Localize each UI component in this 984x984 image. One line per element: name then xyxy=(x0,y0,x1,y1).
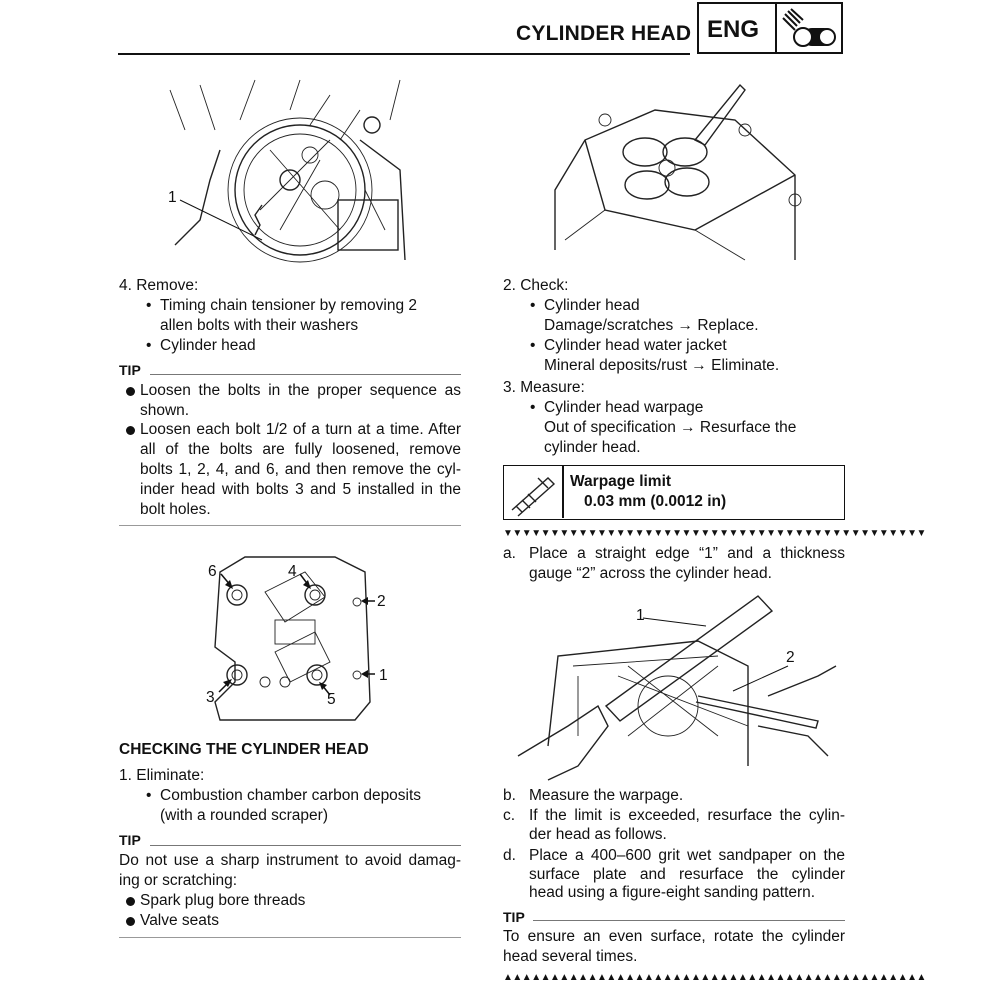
tip-rule xyxy=(533,920,845,921)
tip-line: all of the bolts are fully loosened, remove xyxy=(140,441,461,458)
bullet-dot-icon xyxy=(126,917,135,926)
spec-title: Warpage limit xyxy=(570,473,672,490)
bolt-label-3: 3 xyxy=(206,689,215,706)
tip-item: Spark plug bore threads xyxy=(140,892,306,909)
sub-c-text: If the limit is exceeded, resurface the cylin- xyxy=(529,807,845,824)
list-item: Cylinder head water jacket xyxy=(544,337,727,354)
tip-line: bolt holes. xyxy=(140,501,211,518)
bullet-dot-icon xyxy=(126,897,135,906)
sub-d-text: surface plate and resurface the cylinder xyxy=(529,866,845,883)
bolt-label-1: 1 xyxy=(379,667,388,684)
sub-c-label: c. xyxy=(503,807,516,824)
sub-b-label: b. xyxy=(503,787,516,804)
bullet-marker: • xyxy=(530,297,536,314)
bullet-marker: • xyxy=(146,297,152,314)
sub-a-text: Place a straight edge “1” and a thickness xyxy=(529,545,845,562)
sub-d-text: Place a 400–600 grit wet sandpaper on the xyxy=(529,847,845,864)
sub-c-text: der head as follows. xyxy=(529,826,667,843)
tip-line: ing or scratching: xyxy=(119,872,238,889)
step-3-label: 3. Measure: xyxy=(503,379,585,396)
tip-item: Valve seats xyxy=(140,912,219,929)
tip-line: inder head with bolts 3 and 5 installed in the xyxy=(140,481,461,498)
list-item: Combustion chamber carbon deposits xyxy=(160,787,422,804)
tip-rule xyxy=(150,374,461,375)
tip-line: bolts 1, 2, 4, and 6, and then remove the cyl- xyxy=(140,461,461,478)
bullet-marker: • xyxy=(530,399,536,416)
page-title: CYLINDER HEAD xyxy=(516,22,692,45)
sub-d-label: d. xyxy=(503,847,516,864)
bolt-label-6: 6 xyxy=(208,563,217,580)
tip-line: head several times. xyxy=(503,948,638,965)
tip-label: TIP xyxy=(119,362,141,378)
spec-divider xyxy=(562,466,564,518)
figure-callout: 1 xyxy=(168,189,177,206)
engine-gear-icon xyxy=(781,8,841,52)
bolt-label-5: 5 xyxy=(327,691,336,708)
badge-divider xyxy=(775,4,777,52)
spec-value: 0.03 mm (0.0012 in) xyxy=(584,493,727,510)
callout-leader xyxy=(178,198,268,248)
list-item-cont: allen bolts with their washers xyxy=(160,317,359,334)
section-heading: CHECKING THE CYLINDER HEAD xyxy=(119,741,369,758)
section-start-marker: ▼▼▼▼▼▼▼▼▼▼▼▼▼▼▼▼▼▼▼▼▼▼▼▼▼▼▼▼▼▼▼▼▼▼▼▼▼▼▼▼▼▼▼▼▼ xyxy=(503,528,926,539)
tip-line: Do not use a sharp instrument to avoid damag- xyxy=(119,852,461,869)
tip-line: Loosen the bolts in the proper sequence as xyxy=(140,382,461,399)
sub-d-text: head using a figure-eight sanding pattern. xyxy=(529,884,816,901)
section-badge-label: ENG xyxy=(707,16,760,43)
tip-line: To ensure an even surface, rotate the cylinder xyxy=(503,928,845,945)
list-item-cont: Out of specification → Resurface the xyxy=(544,419,797,436)
sub-a-label: a. xyxy=(503,545,516,562)
sub-a-text: gauge “2” across the cylinder head. xyxy=(529,565,772,582)
tip-line: shown. xyxy=(140,402,190,419)
figure-callout: 1 xyxy=(636,607,645,624)
bullet-dot-icon xyxy=(126,387,135,396)
figure-callout: 2 xyxy=(786,649,795,666)
bullet-dot-icon xyxy=(126,426,135,435)
section-badge xyxy=(697,2,843,54)
cylinder-head-scraper-illustration xyxy=(545,80,805,265)
tip-label: TIP xyxy=(119,832,141,848)
bolt-label-4: 4 xyxy=(288,563,297,580)
tip-label: TIP xyxy=(503,909,525,925)
list-item-cont: Mineral deposits/rust → Eliminate. xyxy=(544,357,780,374)
header-rule xyxy=(118,53,690,55)
straight-edge-illustration xyxy=(518,596,836,780)
list-item: Cylinder head xyxy=(160,337,256,354)
bullet-marker: • xyxy=(146,337,152,354)
list-item-cont: (with a rounded scraper) xyxy=(160,807,328,824)
bolt-sequence-diagram xyxy=(205,552,400,722)
tip-end-rule xyxy=(119,525,461,526)
sub-b-text: Measure the warpage. xyxy=(529,787,684,804)
step-2-label: 2. Check: xyxy=(503,277,569,294)
tip-end-rule xyxy=(119,937,461,938)
tip-line: Loosen each bolt 1/2 of a turn at a time. After xyxy=(140,421,461,438)
bullet-marker: • xyxy=(146,787,152,804)
list-item: Timing chain tensioner by removing 2 xyxy=(160,297,418,314)
step-1-label: 1. Eliminate: xyxy=(119,767,205,784)
step-4-label: 4. Remove: xyxy=(119,277,199,294)
list-item-cont: cylinder head. xyxy=(544,439,641,456)
list-item: Cylinder head xyxy=(544,297,640,314)
section-end-marker: ▲▲▲▲▲▲▲▲▲▲▲▲▲▲▲▲▲▲▲▲▲▲▲▲▲▲▲▲▲▲▲▲▲▲▲▲▲▲▲▲▲▲▲▲▲ xyxy=(503,972,926,983)
list-item-cont: Damage/scratches → Replace. xyxy=(544,317,759,334)
list-item: Cylinder head warpage xyxy=(544,399,704,416)
caliper-icon xyxy=(508,470,560,516)
tip-rule xyxy=(150,845,461,846)
spec-box xyxy=(503,465,845,520)
bolt-label-2: 2 xyxy=(377,593,386,610)
bullet-marker: • xyxy=(530,337,536,354)
